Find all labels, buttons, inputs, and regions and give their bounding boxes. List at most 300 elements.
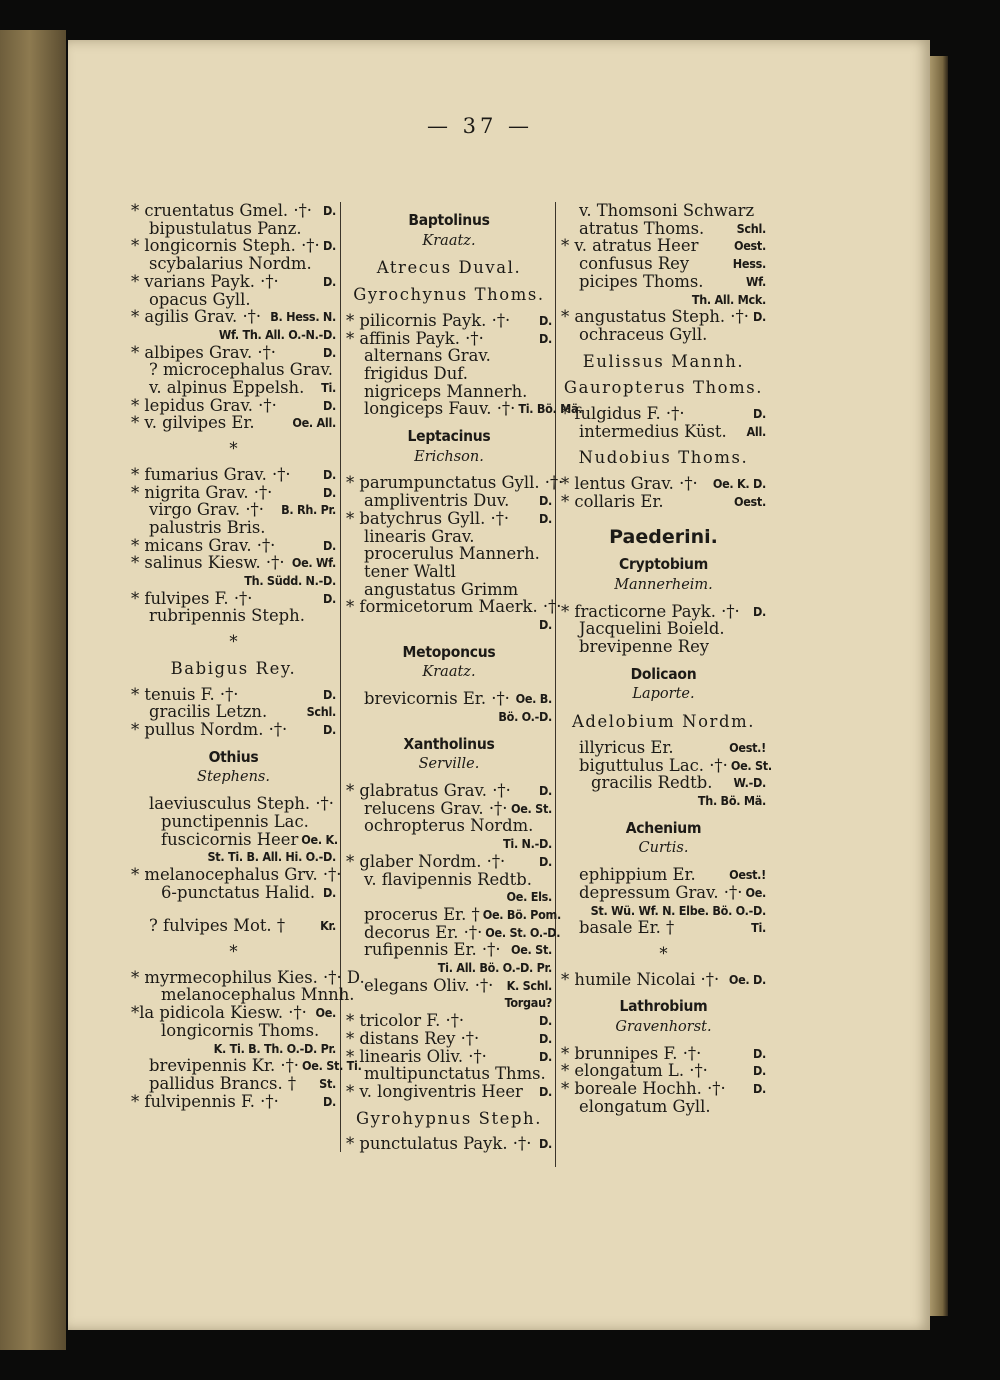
subgenus-heading: Eulissus Mannh. bbox=[582, 351, 745, 371]
species-entry bbox=[561, 919, 766, 937]
species-name: gracilis Letzn. bbox=[149, 702, 268, 722]
species-entry bbox=[346, 690, 552, 708]
species-name: alternans Grav. bbox=[364, 346, 491, 366]
species-name: * lepidus Grav. ·†· bbox=[131, 395, 277, 415]
species-name: melanocephalus Mnnh. bbox=[161, 985, 355, 1005]
distribution-label: D. bbox=[538, 1030, 552, 1046]
species-entry bbox=[346, 922, 561, 942]
section-separator: * bbox=[229, 632, 238, 652]
distribution-label: Schl. bbox=[736, 220, 766, 236]
distribution-line bbox=[561, 291, 766, 309]
species-entry bbox=[561, 326, 766, 344]
distribution-label: Wf. Th. All. O.-N.-D. bbox=[218, 326, 336, 342]
species-entry bbox=[131, 255, 336, 273]
species-name: elongatum Gyll. bbox=[579, 1096, 711, 1116]
species-entry bbox=[131, 985, 355, 1005]
species-entry bbox=[131, 537, 336, 555]
species-name: * linearis Oliv. ·†· bbox=[346, 1046, 487, 1066]
distribution-label: Th. Bö. Mä. bbox=[697, 792, 766, 808]
species-name: ? microcephalus Grav. bbox=[149, 360, 334, 380]
distribution-label: D. bbox=[538, 312, 552, 328]
species-entry bbox=[561, 255, 766, 273]
species-name: procerulus Mannerh. bbox=[364, 544, 540, 564]
distribution-label: Wf. bbox=[746, 273, 766, 289]
species-entry bbox=[346, 853, 552, 871]
distribution-line bbox=[346, 616, 552, 634]
species-entry bbox=[561, 1062, 766, 1080]
species-entry bbox=[131, 590, 336, 608]
distribution-label: St. Wü. Wf. N. Elbe. Bö. O.-D. bbox=[590, 902, 766, 918]
previous-page-edge bbox=[0, 30, 66, 1350]
species-entry bbox=[561, 1045, 766, 1063]
species-name: longiceps Fauv. ·†· bbox=[364, 399, 516, 419]
species-entry bbox=[346, 597, 562, 617]
species-entry bbox=[346, 473, 564, 493]
species-name: * melanocephalus Grv. ·†· bbox=[131, 864, 342, 884]
species-entry bbox=[561, 755, 772, 775]
genus-heading: Baptolinus bbox=[408, 211, 490, 229]
species-name: * humile Nicolai ·†· bbox=[561, 969, 720, 989]
species-entry bbox=[346, 817, 552, 835]
species-entry bbox=[346, 330, 552, 348]
species-name: * agilis Grav. ·†· bbox=[131, 307, 262, 327]
species-name: * cruentatus Gmel. ·†· bbox=[131, 201, 312, 220]
species-name: * varians Payk. ·†· bbox=[131, 271, 279, 291]
distribution-label: Kr. bbox=[320, 918, 336, 934]
species-entry bbox=[346, 800, 552, 818]
species-entry bbox=[131, 519, 336, 537]
distribution-label: D. bbox=[752, 603, 766, 619]
distribution-label: D. bbox=[322, 203, 336, 218]
species-name: bipustulatus Panz. bbox=[149, 218, 302, 238]
subgenus-heading: Babigus Rey. bbox=[170, 658, 297, 678]
species-entry bbox=[561, 273, 766, 291]
species-entry bbox=[346, 1065, 552, 1083]
distribution-label: Oest.! bbox=[729, 867, 766, 883]
species-name: * nigrita Grav. ·†· bbox=[131, 482, 273, 502]
species-entry bbox=[561, 308, 766, 326]
species-entry bbox=[131, 344, 336, 362]
species-name: relucens Grav. ·†· bbox=[364, 798, 508, 818]
species-name: elegans Oliv. ·†· bbox=[364, 975, 494, 995]
genus-author: Gravenhorst. bbox=[615, 1019, 712, 1036]
distribution-line bbox=[131, 572, 336, 590]
species-entry bbox=[131, 308, 336, 326]
species-entry bbox=[561, 774, 766, 792]
species-entry bbox=[131, 686, 336, 704]
distribution-label: D. bbox=[752, 406, 766, 422]
species-entry bbox=[131, 607, 336, 625]
species-name: linearis Grav. bbox=[364, 526, 475, 546]
subgenus-heading: Gyrohypnus Steph. bbox=[355, 1108, 543, 1128]
species-entry bbox=[131, 466, 336, 484]
species-name: laeviusculus Steph. ·†· bbox=[149, 794, 334, 814]
species-entry bbox=[346, 581, 552, 599]
distribution-label: D. bbox=[538, 510, 552, 526]
species-name: tener Waltl bbox=[364, 561, 456, 581]
distribution-label: D. bbox=[538, 330, 552, 346]
species-name: decorus Er. ·†· bbox=[364, 922, 483, 942]
species-name: basale Er. † bbox=[579, 918, 675, 938]
genus-heading: Lathrobium bbox=[619, 997, 708, 1016]
species-name: biguttulus Lac. ·†· bbox=[579, 755, 728, 775]
species-entry bbox=[561, 423, 766, 441]
distribution-label: D. bbox=[322, 344, 336, 360]
species-name: ampliventris Duv. bbox=[364, 491, 510, 511]
distribution-label: D. bbox=[538, 493, 552, 509]
species-entry bbox=[131, 397, 336, 415]
distribution-line bbox=[561, 902, 766, 920]
distribution-label: Ti. Bö. Mä. bbox=[518, 401, 583, 417]
distribution-label: D. bbox=[322, 238, 336, 254]
section-separator: * bbox=[659, 943, 668, 963]
tribe-heading: Paederini. bbox=[609, 525, 718, 548]
species-entry bbox=[346, 545, 552, 563]
species-entry bbox=[131, 361, 336, 379]
species-entry bbox=[131, 967, 365, 987]
species-name: v. alpinus Eppelsh. bbox=[149, 378, 305, 398]
species-name: fuscicornis Heer bbox=[161, 829, 299, 849]
species-entry bbox=[131, 864, 342, 884]
species-entry bbox=[131, 379, 336, 397]
species-name: * brunnipes F. ·†· bbox=[561, 1043, 702, 1063]
species-entry bbox=[131, 917, 336, 935]
spacer bbox=[131, 901, 336, 917]
species-name: * formicetorum Maerk. ·†· bbox=[346, 597, 562, 617]
species-name: gracilis Redtb. bbox=[591, 773, 713, 793]
genus-author: Serville. bbox=[418, 756, 480, 773]
species-name: v. Thomsoni Schwarz bbox=[579, 201, 755, 220]
species-entry bbox=[131, 414, 336, 432]
genus-heading: Dolicaon bbox=[630, 664, 697, 683]
genus-heading: Cryptobium bbox=[619, 555, 708, 574]
species-name: * angustatus Steph. ·†· bbox=[561, 307, 749, 327]
species-entry bbox=[346, 312, 552, 330]
species-name: picipes Thoms. bbox=[579, 271, 704, 291]
species-entry bbox=[561, 405, 766, 423]
column-2 bbox=[346, 202, 583, 1154]
distribution-label: D. bbox=[322, 537, 336, 553]
species-entry bbox=[346, 941, 552, 959]
species-entry bbox=[131, 1093, 336, 1111]
genus-author: Stephens. bbox=[197, 769, 270, 786]
species-entry bbox=[346, 904, 561, 924]
species-entry bbox=[346, 365, 552, 383]
species-name: ephippium Er. bbox=[579, 865, 696, 885]
species-name: * parumpunctatus Gyll. ·†· bbox=[346, 473, 564, 493]
distribution-label: B. Rh. Pr. bbox=[281, 502, 336, 518]
species-name: pallidus Brancs. † bbox=[149, 1073, 297, 1093]
distribution-label: Oe. Bö. Pom. bbox=[482, 906, 561, 922]
column-rule-left bbox=[340, 202, 341, 1152]
species-entry bbox=[131, 1075, 336, 1093]
species-name: * glabratus Grav. ·†· bbox=[346, 780, 511, 800]
column-rule-right bbox=[555, 202, 556, 1167]
species-name: *la pidicola Kiesw. ·†· bbox=[131, 1003, 307, 1023]
section-separator: * bbox=[229, 942, 238, 962]
species-entry bbox=[346, 399, 583, 419]
species-name: * pilicornis Payk. ·†· bbox=[346, 310, 511, 330]
species-name: * collaris Er. bbox=[561, 491, 664, 511]
genus-heading: Metoponcus bbox=[402, 642, 496, 661]
species-entry bbox=[131, 501, 336, 519]
distribution-line bbox=[131, 848, 336, 866]
species-name: angustatus Grimm bbox=[364, 579, 519, 599]
species-entry bbox=[561, 866, 766, 884]
subgenus-heading: Gyrochynus Thoms. bbox=[353, 285, 545, 305]
genus-author: Erichson. bbox=[414, 448, 484, 465]
distribution-label: B. Hess. N. bbox=[270, 309, 336, 325]
distribution-label: D. bbox=[538, 1083, 552, 1099]
distribution-label: Ti. bbox=[751, 920, 766, 936]
species-name: scybalarius Nordm. bbox=[149, 254, 312, 274]
species-entry bbox=[131, 291, 336, 309]
subgenus-heading: Atrecus Duval. bbox=[376, 258, 522, 278]
species-name: palustris Bris. bbox=[149, 517, 266, 537]
distribution-line bbox=[346, 994, 552, 1012]
distribution-label: Oest.! bbox=[729, 739, 766, 755]
distribution-label: Th. Südd. N.-D. bbox=[244, 573, 336, 589]
species-name: 6-punctatus Halid. bbox=[161, 882, 316, 902]
species-name: atratus Thoms. bbox=[579, 218, 705, 238]
species-entry bbox=[131, 831, 336, 849]
species-name: * fumarius Grav. ·†· bbox=[131, 464, 291, 484]
species-name: intermedius Küst. bbox=[579, 421, 727, 441]
species-name: rubripennis Steph. bbox=[149, 606, 305, 626]
distribution-label: D. bbox=[752, 1045, 766, 1061]
species-entry bbox=[346, 563, 552, 581]
species-name: * albipes Grav. ·†· bbox=[131, 342, 277, 362]
distribution-line bbox=[346, 835, 552, 853]
subgenus-heading: Gauropterus Thoms. bbox=[563, 378, 764, 398]
distribution-label: D. bbox=[538, 782, 552, 798]
species-entry bbox=[131, 1004, 336, 1022]
species-name: frigidus Duf. bbox=[364, 363, 468, 383]
species-name: brevicornis Er. ·†· bbox=[364, 689, 510, 709]
distribution-label: Oe. St. bbox=[510, 800, 552, 816]
species-name: * v. longiventris Heer bbox=[346, 1081, 523, 1101]
species-name: rufipennis Er. ·†· bbox=[364, 940, 501, 960]
distribution-label: D. bbox=[322, 884, 336, 900]
species-entry bbox=[346, 871, 552, 889]
distribution-label: Oe. K. D. bbox=[712, 476, 766, 492]
distribution-label: Oe. D. bbox=[728, 971, 766, 987]
species-name: * myrmecophilus Kies. ·†· D. bbox=[131, 967, 365, 987]
species-name: Jacquelini Boield. bbox=[579, 619, 725, 639]
species-name: multipunctatus Thms. bbox=[364, 1064, 546, 1084]
species-entry bbox=[131, 884, 336, 902]
species-name: * pullus Nordm. ·†· bbox=[131, 719, 288, 739]
species-name: virgo Grav. ·†· bbox=[149, 500, 264, 520]
species-entry bbox=[346, 383, 552, 401]
distribution-label: D. bbox=[538, 1013, 552, 1029]
distribution-label: K. Schl. bbox=[506, 977, 552, 993]
distribution-label: D. bbox=[538, 1048, 552, 1064]
distribution-label: Oe. St. bbox=[510, 942, 552, 958]
distribution-label: Oe. St. O.-D. bbox=[485, 924, 561, 940]
species-name: * glaber Nordm. ·†· bbox=[346, 851, 506, 871]
distribution-label: W.-D. bbox=[733, 775, 766, 791]
species-entry bbox=[131, 484, 336, 502]
distribution-label: Oe. K. bbox=[301, 831, 338, 847]
species-name: * batychrus Gyll. ·†· bbox=[346, 508, 510, 528]
subgenus-heading: Adelobium Nordm. bbox=[571, 712, 756, 732]
genus-author: Laporte. bbox=[632, 686, 695, 703]
species-name: opacus Gyll. bbox=[149, 289, 251, 309]
section-separator: * bbox=[229, 439, 238, 459]
distribution-label: Ti. N.-D. bbox=[503, 836, 552, 852]
species-entry bbox=[561, 1080, 766, 1098]
species-name: * v. gilvipes Er. bbox=[131, 413, 255, 433]
distribution-label: D. bbox=[322, 466, 336, 482]
genus-author: Kraatz. bbox=[422, 232, 476, 249]
species-name: procerus Er. † bbox=[364, 904, 480, 924]
species-name: nigriceps Mannerh. bbox=[364, 381, 528, 401]
species-name: * tenuis F. ·†· bbox=[131, 684, 239, 704]
species-entry bbox=[131, 703, 336, 721]
distribution-label: Schl. bbox=[306, 704, 336, 720]
species-entry bbox=[346, 510, 552, 528]
species-name: * fulvipennis F. ·†· bbox=[131, 1091, 279, 1111]
species-name: ? fulvipes Mot. † bbox=[149, 916, 286, 936]
species-name: v. flavipennis Redtb. bbox=[364, 869, 532, 889]
distribution-label: D. bbox=[322, 590, 336, 606]
distribution-label: Oe. B. bbox=[515, 691, 552, 707]
species-entry bbox=[561, 237, 766, 255]
column-1 bbox=[131, 201, 365, 1111]
species-name: * punctulatus Payk. ·†· bbox=[346, 1134, 532, 1154]
distribution-line bbox=[131, 326, 336, 344]
distribution-line bbox=[346, 959, 552, 977]
distribution-line bbox=[561, 792, 766, 810]
species-name: * boreale Hochh. ·†· bbox=[561, 1079, 726, 1099]
species-name: ochropterus Nordm. bbox=[364, 816, 534, 836]
species-entry bbox=[131, 237, 336, 255]
distribution-label: D. bbox=[752, 1063, 766, 1079]
distribution-label: Torgau? bbox=[504, 995, 552, 1011]
page-number: — 37 — bbox=[426, 114, 534, 138]
species-name: confusus Rey bbox=[579, 254, 690, 274]
species-name: * fulgidus F. ·†· bbox=[561, 404, 685, 424]
distribution-label: Oe. St. bbox=[730, 757, 772, 773]
species-name: * v. atratus Heer bbox=[561, 236, 699, 256]
genus-author: Kraatz. bbox=[422, 664, 476, 681]
species-entry bbox=[561, 971, 766, 989]
distribution-label: St. Ti. B. All. Hi. O.-D. bbox=[207, 849, 336, 865]
species-name: * affinis Payk. ·†· bbox=[346, 328, 484, 348]
species-name: * elongatum L. ·†· bbox=[561, 1061, 708, 1081]
species-name: * fracticorne Payk. ·†· bbox=[561, 601, 740, 621]
distribution-line bbox=[346, 708, 552, 726]
distribution-label: Oe. All. bbox=[292, 415, 336, 431]
species-name: * fulvipes F. ·†· bbox=[131, 588, 253, 608]
distribution-label: D. bbox=[752, 309, 766, 325]
species-entry bbox=[131, 1022, 336, 1040]
species-name: punctipennis Lac. bbox=[161, 811, 309, 831]
species-entry bbox=[131, 273, 336, 291]
species-entry bbox=[561, 202, 766, 220]
species-entry bbox=[346, 977, 552, 995]
distribution-label: D. bbox=[322, 1093, 336, 1109]
column-3 bbox=[561, 201, 772, 1116]
species-name: * lentus Grav. ·†· bbox=[561, 474, 698, 494]
distribution-label: D. bbox=[538, 617, 552, 633]
distribution-label: Ti. All. Bö. O.-D. Pr. bbox=[437, 960, 552, 976]
distribution-label: St. bbox=[319, 1075, 336, 1091]
species-entry bbox=[346, 1012, 552, 1030]
species-entry bbox=[131, 721, 336, 739]
genus-author: Curtis. bbox=[638, 840, 689, 857]
species-entry bbox=[561, 493, 766, 511]
species-entry bbox=[561, 884, 766, 902]
species-name: brevipennis Kr. ·†· bbox=[149, 1056, 300, 1076]
distribution-line bbox=[346, 888, 552, 906]
species-entry bbox=[131, 554, 336, 572]
species-name: ochraceus Gyll. bbox=[579, 324, 708, 344]
distribution-label: K. Ti. B. Th. O.-D. Pr. bbox=[213, 1040, 336, 1056]
distribution-label: Oe. bbox=[745, 884, 766, 900]
distribution-label: D. bbox=[322, 484, 336, 500]
species-name: * salinus Kiesw. ·†· bbox=[131, 553, 285, 573]
distribution-label: Oe. Els. bbox=[506, 889, 552, 905]
page-stack-edge bbox=[930, 56, 948, 1316]
species-entry bbox=[346, 492, 552, 510]
species-entry bbox=[561, 603, 766, 621]
species-entry bbox=[346, 1030, 552, 1048]
species-entry bbox=[346, 528, 552, 546]
distribution-label: D. bbox=[322, 273, 336, 289]
species-entry bbox=[346, 1048, 552, 1066]
distribution-label: Oe. St. Ti. bbox=[302, 1058, 362, 1074]
species-name: * tricolor F. ·†· bbox=[346, 1011, 465, 1031]
genus-heading: Xantholinus bbox=[403, 734, 495, 753]
species-name: brevipenne Rey bbox=[579, 637, 710, 657]
genus-author: Mannerheim. bbox=[614, 576, 713, 593]
distribution-label: D. bbox=[538, 853, 552, 869]
genus-heading: Leptacinus bbox=[407, 427, 491, 446]
species-entry bbox=[131, 813, 336, 831]
genus-heading: Achenium bbox=[625, 818, 702, 837]
species-entry bbox=[561, 475, 766, 493]
species-name: * micans Grav. ·†· bbox=[131, 535, 276, 555]
distribution-label: D. bbox=[322, 397, 336, 413]
distribution-label: Bö. O.-D. bbox=[498, 708, 552, 724]
distribution-label: Th. All. Mck. bbox=[691, 291, 766, 307]
distribution-label: D. bbox=[752, 1081, 766, 1097]
species-entry bbox=[346, 1083, 552, 1101]
distribution-label: Oe. bbox=[315, 1005, 336, 1021]
species-name: * longicornis Steph. ·†· bbox=[131, 236, 320, 256]
species-entry bbox=[131, 1056, 362, 1076]
genus-heading: Othius bbox=[208, 747, 259, 766]
species-name: * distans Rey ·†· bbox=[346, 1028, 480, 1048]
species-name: longicornis Thoms. bbox=[161, 1020, 320, 1040]
distribution-label: D. bbox=[538, 1136, 552, 1152]
distribution-label: All. bbox=[746, 423, 766, 439]
species-entry bbox=[346, 782, 552, 800]
species-entry bbox=[346, 347, 552, 365]
species-name: depressum Grav. ·†· bbox=[579, 882, 743, 902]
species-entry bbox=[561, 620, 766, 638]
distribution-label: Hess. bbox=[732, 256, 766, 272]
distribution-label: Ti. bbox=[321, 380, 336, 396]
species-entry bbox=[561, 1098, 766, 1116]
species-name: illyricus Er. bbox=[579, 737, 674, 757]
species-entry bbox=[131, 795, 336, 813]
distribution-label: Oest. bbox=[733, 238, 766, 254]
species-entry bbox=[561, 739, 766, 757]
distribution-label: Oe. Wf. bbox=[291, 555, 336, 571]
